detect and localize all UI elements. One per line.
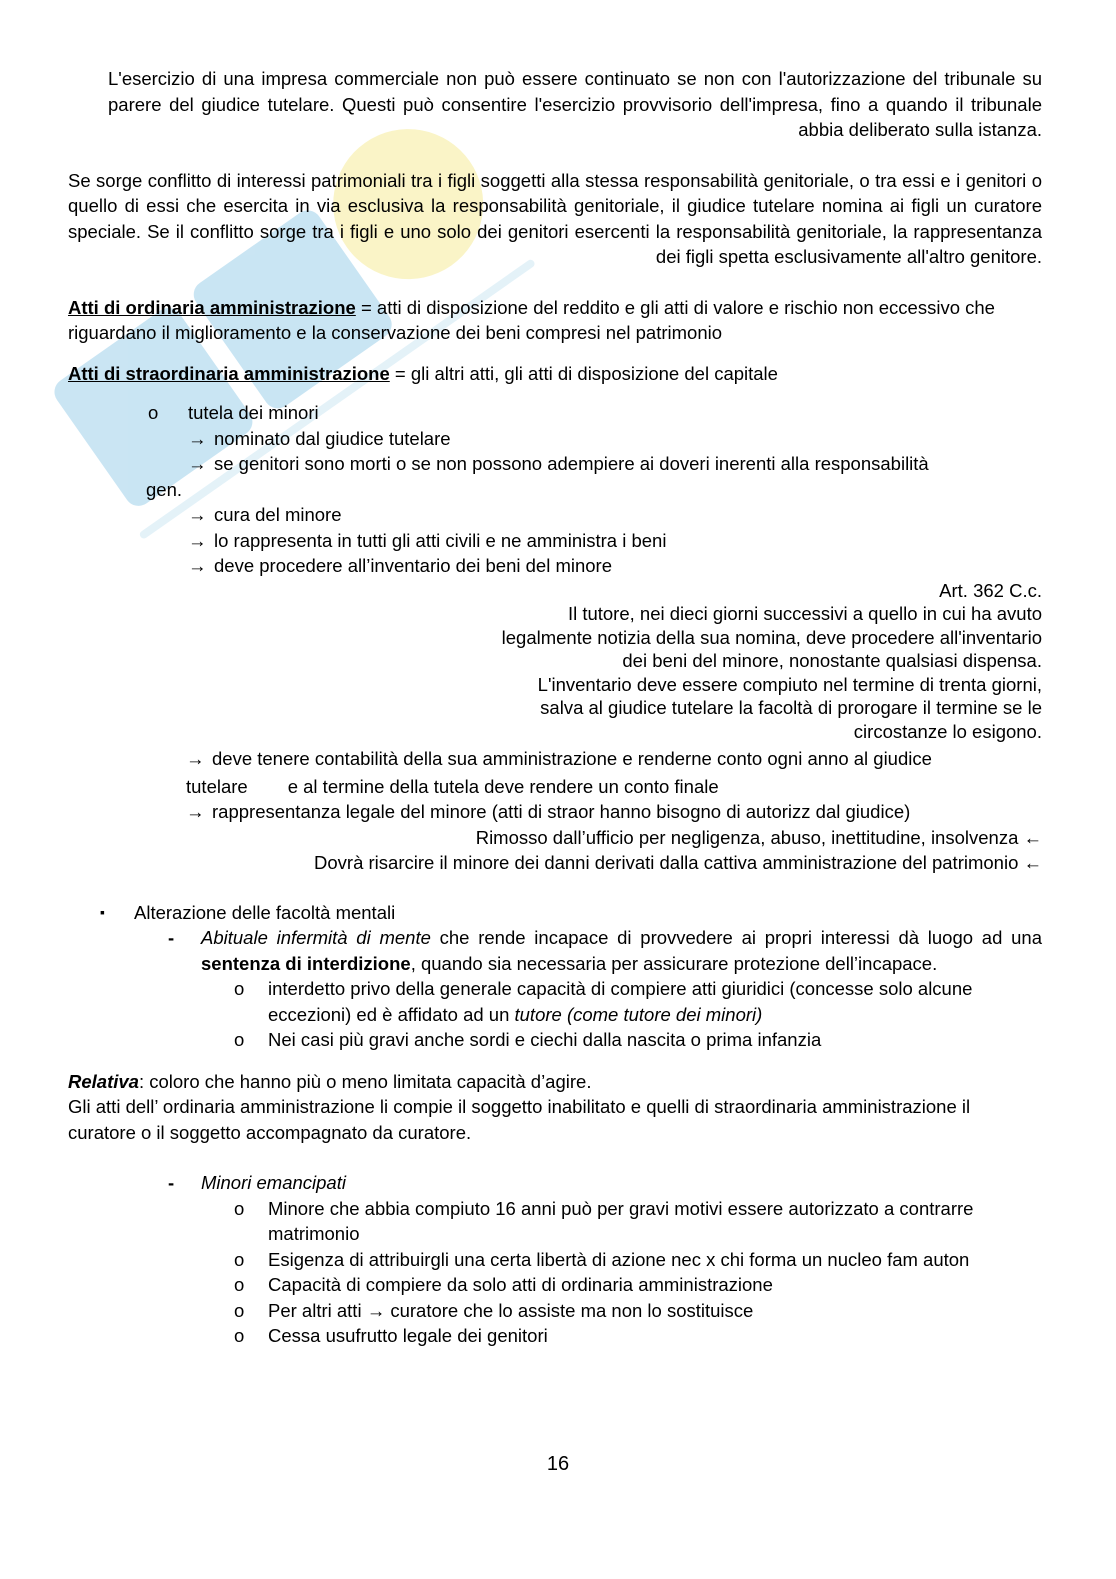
sentenza-interdizione: sentenza di interdizione xyxy=(201,952,411,974)
emancipati-title-row xyxy=(68,1170,1042,1196)
emancipati-item: o Capacità di compiere da solo atti di ordinaria amministrazione xyxy=(68,1272,1042,1298)
tutela-risarcire: Dovrà risarcire il minore dei danni derivati dalla cattiva amministrazione del patrimonio ← xyxy=(314,852,1042,873)
tutela-contabilita-wrap: tutelare e al termine della tutela deve rendere un conto finale xyxy=(186,775,719,797)
relativa-line2: Gli atti dell’ ordinaria amministrazione li compie il soggetto inabilitato e quelli di straordinaria amministrazione il curatore o il soggetto accompagnato da curatore. xyxy=(68,1096,971,1143)
tutela-item: → cura del minore xyxy=(68,502,1042,528)
emancipati-item: o Minore che abbia compiuto 16 anni può per gravi motivi essere autorizzato a contrarre matrimonio xyxy=(234,1197,974,1244)
relativa-definition: Relativa: coloro che hanno più o meno limitata capacità d’agire. xyxy=(68,1070,592,1092)
right-arrow-icon: → xyxy=(188,453,207,474)
infermita-item: - Abituale infermità di mente che rende incapace di provvedere ai propri interessi dà luogo ad una sentenza di interdizione, quando sia necessaria per assicurare protezione dell’incapace. xyxy=(168,927,1043,974)
tutela-item: → lo rappresenta in tutti gli atti civili e ne amministra i beni xyxy=(68,528,1042,554)
term-ordinaria: Atti di ordinaria amministrazione xyxy=(68,296,356,318)
emancipati-item: o Per altri atti → curatore che lo assiste ma non lo sostituisce xyxy=(68,1298,1042,1324)
left-arrow-icon: ← xyxy=(1023,826,1042,848)
interdetto-item: o interdetto privo della generale capacità di compiere atti giuridici (concesse solo alcune eccezioni) ed è affidato ad un tutore (come tutore dei minori) xyxy=(234,978,973,1025)
tutela-item: → nominato dal giudice tutelare xyxy=(68,426,1042,452)
right-arrow-icon: → xyxy=(188,529,207,551)
definition-ordinaria xyxy=(68,295,1042,346)
circle-bullet-icon: o xyxy=(234,1299,245,1321)
infermita-italic: Abituale infermità di mente xyxy=(201,927,431,948)
tutela-item-contabilita: → deve tenere contabilità della sua amministrazione e renderne conto ogni anno al giudice xyxy=(68,746,1042,772)
tutela-item-rappresentanza: → rappresentanza legale del minore (atti di straor hanno bisogno di autorizz dal giudice) xyxy=(68,799,1042,825)
dash-bullet-icon: - xyxy=(168,927,175,948)
right-arrow-icon: → xyxy=(188,555,207,576)
emancipati-title: Minori emancipati xyxy=(201,1172,346,1193)
tutela-item: → se genitori sono morti o se non possono adempiere ai doveri inerenti alla responsabilità xyxy=(68,451,1042,477)
article-ref: Art. 362 C.c. xyxy=(939,579,1042,601)
right-arrow-icon: → xyxy=(186,801,205,822)
relativa-term: Relativa xyxy=(68,1070,139,1092)
circle-bullet-icon: o xyxy=(234,1274,245,1295)
article-quote xyxy=(68,579,1042,744)
right-arrow-icon: → xyxy=(188,427,207,449)
article-line: legalmente notizia della sua nomina, deve procedere all'inventario xyxy=(501,626,1042,648)
article-line: dei beni del minore, nonostante qualsiasi dispensa. xyxy=(622,650,1042,671)
right-arrow-icon: → xyxy=(188,504,207,525)
alterazione-title-row xyxy=(68,900,1042,926)
circle-bullet-icon: o xyxy=(234,1029,245,1050)
alterazione-title: Alterazione delle facoltà mentali xyxy=(134,901,396,923)
article-line: Il tutore, nei dieci giorni successivi a quello in cui ha avuto xyxy=(567,603,1042,624)
paragraph-conflitto: Se sorge conflitto di interessi patrimoniali tra i figli soggetti alla stessa responsabilità genitoriale, o tra essi e i genitori o quello di essi che esercita in via esclusiva la responsabilità genitoriale, il giudice tutelare nomina ai figli un curatore speciale. Se il conflitto sorge tra i figli e uno solo dei genitori esercenti la responsabilità genitoriale, la rappresentanza dei figli spetta esclusivamente all'altro genitore. xyxy=(68,169,1042,267)
tutela-item: → deve procedere all’inventario dei beni del minore xyxy=(68,553,1042,579)
circle-bullet-icon: o xyxy=(234,1197,245,1219)
page-number: 16 xyxy=(546,1453,570,1475)
tutela-title-row xyxy=(68,400,1042,426)
article-line: circostanze lo esigono. xyxy=(853,720,1042,742)
right-arrow-icon: → xyxy=(366,1299,386,1321)
paragraph-impresa: L'esercizio di una impresa commerciale non può essere continuato se non con l'autorizzazione del tribunale su parere del giudice tutelare. Questi può consentire l'esercizio provvisorio dell'impresa, fino a quando il tribunale abbia deliberato sulla istanza. xyxy=(108,68,1042,140)
def-straordinaria: = gli altri atti, gli atti di disposizione del capitale xyxy=(389,362,778,384)
emancipati-item: o Cessa usufrutto legale dei genitori xyxy=(68,1323,1042,1349)
tutela-rimosso: Rimosso dall’ufficio per negligenza, abuso, inettitudine, insolvenza ← xyxy=(475,826,1042,848)
circle-bullet-icon: o xyxy=(234,978,245,999)
article-line: salva al giudice tutelare la facoltà di prorogare il termine se le xyxy=(540,697,1042,718)
sordi-item: o Nei casi più gravi anche sordi e ciechi dalla nascita o prima infanzia xyxy=(68,1027,1042,1053)
circle-bullet-icon: o xyxy=(148,402,159,423)
square-bullet-icon: ▪ xyxy=(100,903,105,920)
tutela-wrap-gen: gen. xyxy=(146,478,183,500)
circle-bullet-icon: o xyxy=(234,1248,245,1270)
circle-bullet-icon: o xyxy=(234,1325,245,1346)
article-line: L'inventario deve essere compiuto nel termine di trenta giorni, xyxy=(537,673,1042,695)
tutela-section xyxy=(68,400,1042,876)
document-page xyxy=(68,66,1042,1349)
left-arrow-icon: ← xyxy=(1023,852,1042,873)
right-arrow-icon: → xyxy=(186,748,205,769)
definition-straordinaria xyxy=(68,361,1042,387)
tutela-title: tutela dei minori xyxy=(188,402,319,423)
emancipati-item: o Esigenza di attribuirgli una certa libertà di azione nec x chi forma un nucleo fam auton xyxy=(68,1247,1042,1273)
term-straordinaria: Atti di straordinaria amministrazione xyxy=(68,362,390,384)
def-ordinaria: = atti di disposizione del reddito e gli atti di valore e rischio non eccessivo che riguardano il miglioramento e la conservazione dei beni compresi nel patrimonio xyxy=(68,296,995,343)
dash-bullet-icon: - xyxy=(168,1172,175,1193)
